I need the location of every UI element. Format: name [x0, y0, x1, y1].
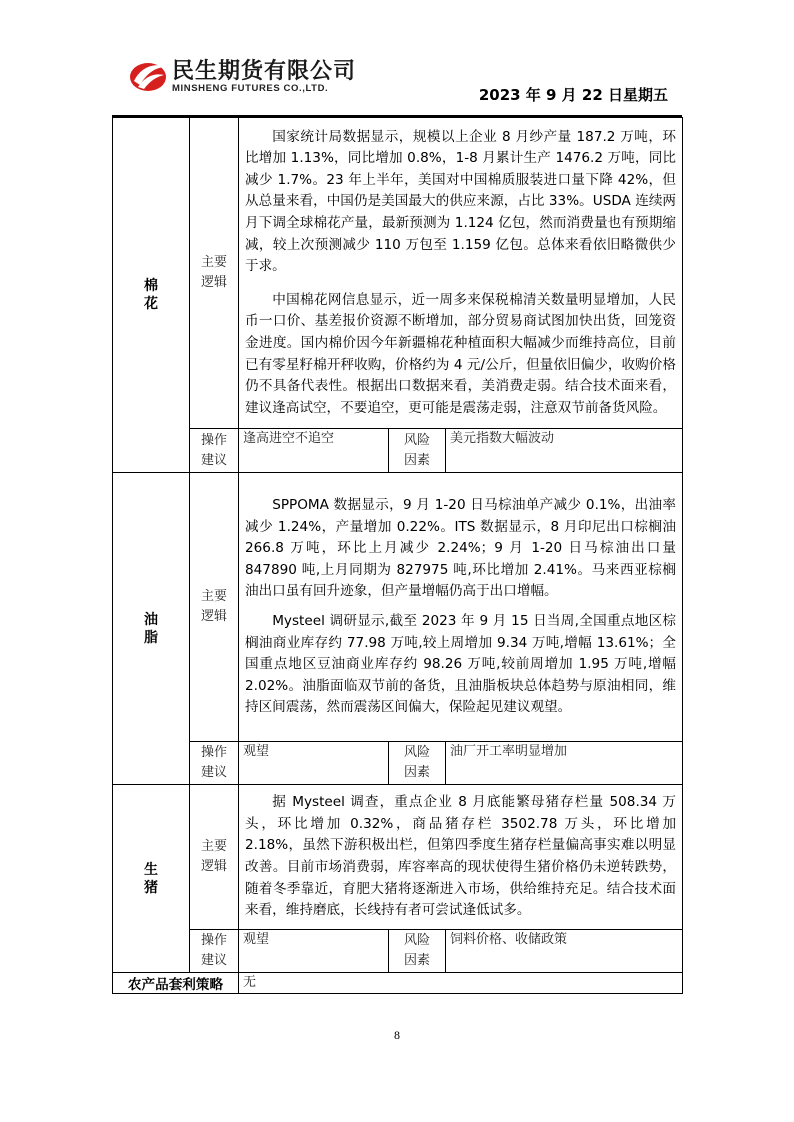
op-label [190, 429, 239, 473]
category-oil [113, 473, 190, 785]
paragraph: 国家统计局数据显示，规模以上企业 8 月纱产量 187.2 万吨，环比增加 1.13%，同比增加 0.8%，1-8 月累计生产 1476.2 万吨，同比减少 1.7%。23 年上半年，美国对中国棉质服装进口量下降 42%，但从总量来看，中国仍是美国最大的供应来源，占比 33%。USDA 连续两月下调全球棉花产量，最新预测为 1.124 亿包，然而消费量也有预期缩减，较上次预测减少 110 万包至 1.159 亿包。总体来看依旧略微供少于求。 [245, 128, 677, 275]
risk-label-text: 风险 因素 [403, 933, 430, 968]
category-char: 猪 [144, 879, 158, 896]
arbitrage-row [113, 973, 683, 994]
logic-content [239, 118, 683, 429]
minsheng-logo-icon [128, 55, 168, 95]
paragraph: 中国棉花网信息显示，近一周多来保税棉清关数量明显增加，人民币一口价、基差报价资源不断增加，部分贸易商试图加快出货，回笼资金进度。国内棉价因今年新疆棉花种植面积大幅减少而维持高位，目前已有零星籽棉开秤收购，价格约为 4 元/公斤，但量依旧偏少，收购价格仍不具备代表性。根据出口数据来看，美消费走弱。结合技术面来看，建议逢高试空，不要追空，更可能是震荡走弱，注意双节前备货风险。 [245, 291, 677, 416]
op-value: 观望 [239, 930, 389, 973]
section-row-oil-op [113, 742, 683, 785]
category-hog [113, 785, 190, 973]
risk-label-text: 风险 因素 [403, 745, 430, 780]
company-logo [128, 52, 368, 102]
op-label [190, 742, 239, 785]
logo-chinese-name: 民生期货有限公司 [172, 59, 357, 84]
logic-label [190, 118, 239, 429]
op-label-text: 操作 建议 [200, 432, 227, 468]
paragraph: 据 Mysteel 调查，重点企业 8 月底能繁母猪存栏量 508.34 万头，环比增加 0.32%，商品猪存栏 3502.78 万头，环比增加 2.18%，虽然下游积极出栏，但第四季度生猪存栏量偏高事实难以明显改善。目前市场消费弱，库容率高的现状使得生猪价格仍未逆转跌势，随着冬季靠近，育肥大猪将逐渐进入市场，供给维持充足。结合技术面来看，维持磨底，长线持有者可尝试逢低试多。 [245, 794, 677, 919]
category-char: 脂 [144, 629, 158, 646]
analysis-table [112, 117, 683, 994]
op-label-text: 操作 建议 [200, 933, 227, 968]
paragraph: SPPOMA 数据显示，9 月 1-20 日马棕油单产减少 0.1%，出油率减少 1.24%，产量增加 0.22%。ITS 数据显示，8 月印尼出口棕榈油 266.8 万吨，环比上月减少 2.24%；9 月 1-20 日马棕油出口量 847890 吨,上月同期为 827975 吨,环比增加 2.41%。马来西亚棕榈油出口虽有回升迹象，但产量增幅仍高于出口增幅。 [245, 497, 677, 600]
logic-label-text: 主要 逻辑 [200, 589, 227, 624]
risk-label [389, 429, 446, 473]
report-date: 2023 年 9 月 22 日星期五 [478, 86, 668, 104]
category-char: 花 [144, 296, 158, 312]
category-char: 油 [144, 611, 158, 628]
risk-value: 美元指数大幅波动 [446, 429, 683, 473]
logic-label-text: 主要 逻辑 [200, 255, 227, 290]
category-cotton [113, 118, 190, 473]
op-value: 观望 [239, 742, 389, 785]
section-row-cotton-logic [113, 118, 683, 429]
risk-value: 油厂开工率明显增加 [446, 742, 683, 785]
arbitrage-value: 无 [239, 973, 683, 994]
page-number: 8 [394, 1028, 400, 1042]
logo-english-name: MINSHENG FUTURES CO.,LTD. [172, 83, 329, 94]
logic-label-text: 主要 逻辑 [200, 839, 227, 874]
risk-label [389, 930, 446, 973]
section-row-cotton-op [113, 429, 683, 473]
logic-content [239, 785, 683, 930]
risk-label [389, 742, 446, 785]
risk-label-text: 风险 因素 [403, 432, 430, 468]
risk-value: 饲料价格、收储政策 [446, 930, 683, 973]
logic-label [190, 473, 239, 742]
section-row-hog-logic [113, 785, 683, 930]
arbitrage-label: 农产品套利策略 [113, 973, 239, 994]
logic-content [239, 473, 683, 742]
section-row-oil-logic [113, 473, 683, 742]
op-value: 逢高进空不追空 [239, 429, 389, 473]
category-char: 棉 [144, 278, 158, 294]
op-label [190, 930, 239, 973]
paragraph: Mysteel 调研显示,截至 2023 年 9 月 15 日当周,全国重点地区棕榈油商业库存约 77.98 万吨,较上周增加 9.34 万吨,增幅 13.61%；全国重点地区豆油商业库存约 98.26 万吨,较前周增加 1.95 万吨,增幅 2.02%。油脂面临双节前的备货，且油脂板块总体趋势与原油相同，维持区间震荡，然而震荡区间偏大，保险起见建议观望。 [245, 613, 677, 716]
category-char: 生 [144, 861, 158, 878]
op-label-text: 操作 建议 [200, 745, 227, 780]
logic-label [190, 785, 239, 930]
section-row-hog-op [113, 930, 683, 973]
